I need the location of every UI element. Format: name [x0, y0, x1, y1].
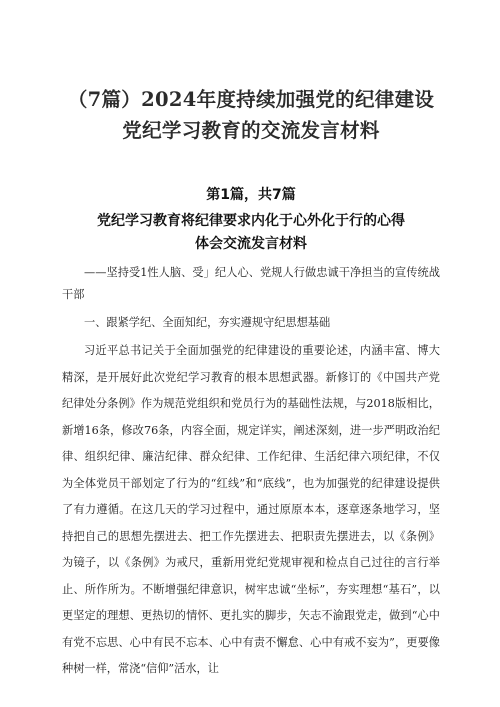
document-title: （7篇）2024年度持续加强党的纪律建设党纪学习教育的交流发言材料 [67, 88, 435, 142]
subtitle: ——坚持受1性人脑、受」纪人心、党规人行做忠诚干净担当的宣传统战干部 [62, 266, 440, 301]
part-title-line-1: 党纪学习教育将纪律要求内化于心外化于行的心得 [97, 213, 405, 229]
section-heading-1: 一、跟紧学纪、全面知纪，夯实遵规守纪思想基础 [84, 316, 331, 329]
part-title-line-2: 体会交流发言材料 [195, 236, 307, 252]
part-title [62, 210, 440, 256]
body-paragraph-1: 习近平总书记关于全面加强党的纪律建设的重要论述，内涵丰富、博大精深，是开展好此次党纪学习教育的根本思想武器。新修订的《中国共产党纪律处分条例》作为规范党组织和党员行为的基础性法规，与2018版相比，新增16条，修改76条，内容全面，规定详实，阐述深刻，进一步严明政治纪律、组织纪律、廉洁纪律、群众纪律、工作纪律、生活纪律六项纪律，不仅为全体党员干部划定了行为的“红线”和“底线”，也为加强党的纪律建设提供了有力遵循。在这几天的学习过程中，通过原原本本，逐章逐条地学习，坚持把自己的思想先摆进去、把工作先摆进去、把职责先摆进去，以《条例》为镜子，以《条例》为戒尺，重新用党纪党规审视和检点自己过往的言行举止、所作所为。不断增强纪律意识，树牢忠诚“坐标”，夯实理想“基石”，以更坚定的理想、更热切的情怀、更扎实的脚步，矢志不渝跟党走，做到“心中有党不忘思、心中有民不忘本、心中有责不懈怠、心中有戒不妄为”，更要像种树一样，常浇“信仰”活水，让 [62, 344, 440, 675]
part-label: 第1篇，共7篇 [206, 187, 296, 203]
